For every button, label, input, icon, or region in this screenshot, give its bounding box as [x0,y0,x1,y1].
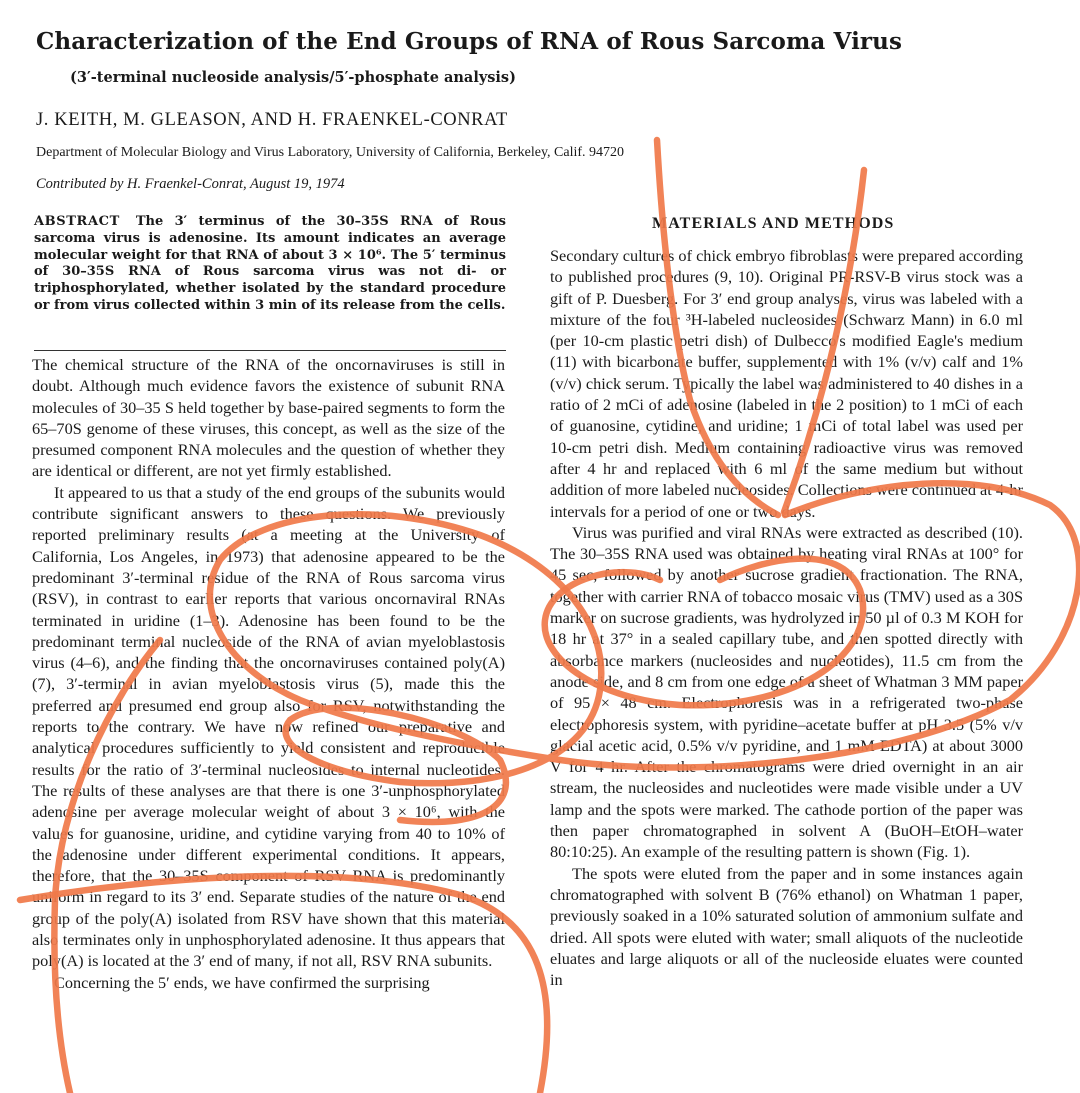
left-paragraph-2: It appeared to us that a study of the end groups of the subunits would contribute significant answers to these questions. We previously reported preliminary results (at a meeting at the University of California, Los Angeles, in 1973) that adenosine appeared to be the predominant 3′-terminal residue of the RNA of Rous sarcoma virus (RSV), in contrast to earlier reports that various oncornaviral RNAs terminated in uridine (1–3). Adenosine has been found to be the predominant terminal nucleoside of the RNA of avian myeloblastosis virus (4–6), and the finding that the oncornaviruses contained poly(A) (7), 3′-terminal in avian myeloblastosis virus (5), made this the preferred and presumed end group also for RSV, notwithstanding the reports to the contrary. We have now refined our preparative and analytical procedures sufficiently to yield consistent and reproducible results for the ratio of 3′-terminal nucleosides to internal nucleotides. The results of these analyses are that there is one 3′-unphosphorylated adenosine per average molecular weight of about 3 × 10⁶, with the values for guanosine, uridine, and cytidine varying from 40 to 10% of the adenosine under different experimental conditions. It appears, therefore, that the 30–35S component of RSV RNA is predominantly uniform in regard to its 3′ end. Separate studies of the nature of the end group of the poly(A) isolated from RSV have shown that this material also terminates only in unphosphorylated adenosine. It thus appears that poly(A) is located at the 3′ end of many, if not all, RSV RNA subunits. [32,482,505,971]
right-paragraph-3: The spots were eluted from the paper and in some instances again chromatographed with solvent B (76% ethanol) on Whatman 1 paper, previously soaked in a 10% saturated solution of ammonium sulfate and dried. All spots were eluted with water; small aliquots of the nucleotide eluates and large aliquots or all of the nucleoside eluates were counted in [550,863,1023,990]
left-paragraph-1: The chemical structure of the RNA of the oncornaviruses is still in doubt. Although much evidence favors the existence of subunit RNA molecules of 30–35 S held together by base-paired segments to form the 65–70S genome of these viruses, this concept, as well as the size of the presumed component RNA molecules and the question of whether they are identical or different, are not yet firmly established. [32,355,505,481]
abstract-text: The 3′ terminus of the 30–35S RNA of Rous sarcoma virus is adenosine. Its amount indicates an average molecular weight for that RNA of about 3 × 10⁶. The 5′ terminus of 30–35S RNA of Rous sarcoma virus was not di- or triphosphorylated, whether isolated by the standard procedure or from virus collected within 3 min of its release from the cells. [34,214,506,313]
abstract-block [34,214,506,315]
author-list: J. KEITH, M. GLEASON, AND H. FRAENKEL-CONRAT [36,110,508,130]
paper-title: Characterization of the End Groups of RNA of Rous Sarcoma Virus [36,28,902,55]
right-paragraph-2: Virus was purified and viral RNAs were extracted as described (10). The 30–35S RNA used was obtained by heating viral RNAs at 100° for 45 sec, followed by another sucrose gradient fractionation. The RNA, together with carrier RNA of tobacco mosaic virus (TMV) used as a 30S marker on sucrose gradients, was hydrolyzed in 50 µl of 0.3 M KOH for 18 hr at 37° in a sealed capillary tube, and then spotted directly with absorbance markers (nucleosides and nucleotides), 11.5 cm from the anode side, and 8 cm from one edge of a sheet of Whatman 3 MM paper of 95 × 48 cm. Electrophoresis was in a refrigerated two-phase electrophoresis system, with pyridine–acetate buffer at pH 3.5 (5% v/v glacial acetic acid, 0.5% v/v pyridine, and 1 mM EDTA) at about 3000 V for 4 hr. After the chromatograms were dried overnight in an air stream, the nucleosides and nucleotides were made visible under a UV lamp and the spots were marked. The cathode portion of the paper was then paper chromatographed in solvent A (BuOH–EtOH–water 80:10:25). An example of the resulting pattern is shown (Fig. 1). [550,522,1023,862]
section-heading-materials-methods: MATERIALS AND METHODS [652,215,895,232]
left-column [32,354,505,993]
contributed-line: Contributed by H. Fraenkel-Conrat, August 19, 1974 [36,176,345,192]
right-column [550,245,1023,990]
abstract-divider [34,350,506,351]
paper-subtitle: (3′-terminal nucleoside analysis/5′-phosphate analysis) [70,69,516,86]
affiliation-line: Department of Molecular Biology and Virus Laboratory, University of California, Berkeley, Calif. 94720 [36,145,625,160]
right-paragraph-1: Secondary cultures of chick embryo fibroblasts were prepared according to published procedures (9, 10). Original PR-RSV-B virus stock was a gift of P. Duesberg. For 3′ end group analyses, virus was labeled with a mixture of the four ³H-labeled nucleosides (Schwarz Mann) in 6.0 ml (per 10-cm plastic petri dish) of Dulbecco's modified Eagle's medium (11) with bicarbonate buffer, supplemented with 1% (v/v) calf and 1% (v/v) chick serum. Typically the label was administered to 40 dishes in a ratio of 2 mCi of adenosine (labeled in the 2 position) to 1 mCi of each of guanosine, cytidine, and uridine; 1 mCi of total label was used per 10-cm petri dish. Medium containing radioactive virus was removed after 4 hr and replaced with 6 ml of the same medium but without addition of more labeled nucleosides. Collections were continued at 4-hr intervals for a period of one or two days. [550,246,1023,521]
left-paragraph-3: Concerning the 5′ ends, we have confirmed the surprising [54,972,430,992]
abstract-label: ABSTRACT [34,214,120,229]
